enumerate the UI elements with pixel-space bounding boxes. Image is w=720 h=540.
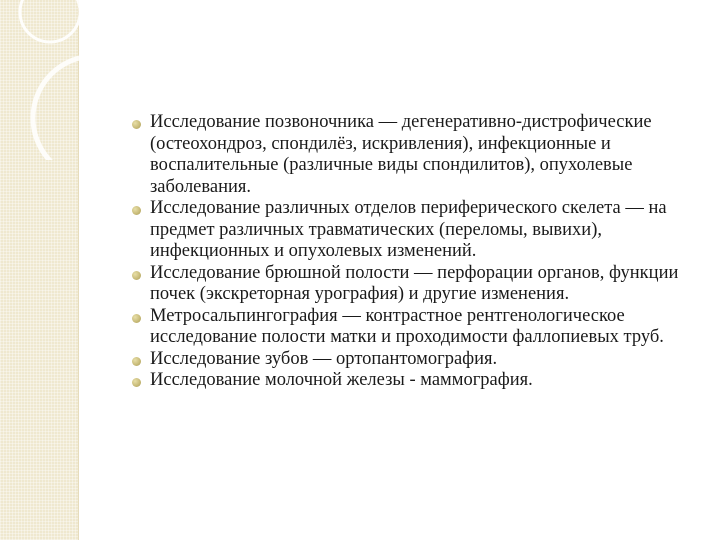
bullet-text: Исследование зубов — ортопантомография.	[150, 348, 498, 369]
bullet-item	[132, 370, 707, 392]
decorative-circle-small	[20, 0, 80, 42]
bullet-item	[132, 112, 707, 198]
decorative-circles	[0, 0, 140, 160]
bullet-text: Исследование брюшной полости — перфорации органов, функции почек (экскреторная урография) и другие изменения.	[150, 262, 679, 304]
bullet-text: Исследование позвоночника — дегенеративно-дистрофические (остеохондроз, спондилёз, искривления), инфекционные и воспалительные (различные виды спондилитов), опухолевые заболевания.	[150, 112, 652, 197]
bullet-text: Исследование различных отделов периферического скелета — на предмет различных травматических (переломы, вывихи), инфекционных и опухолевых изменений.	[150, 198, 667, 261]
bullet-list	[132, 112, 707, 392]
bullet-item	[132, 263, 707, 306]
bullet-item	[132, 349, 707, 371]
bullet-text: Метросальпингография — контрастное рентгенологическое исследование полости матки и проходимости фаллопиевых труб.	[150, 305, 664, 347]
bullet-item	[132, 306, 707, 349]
bullet-dot-icon	[132, 378, 141, 387]
bullet-dot-icon	[132, 357, 141, 366]
bullet-dot-icon	[132, 206, 141, 215]
bullet-text: Исследование молочной железы - маммография.	[150, 370, 533, 390]
bullet-dot-icon	[132, 120, 141, 129]
slide-content	[132, 112, 707, 392]
decorative-circle-large	[33, 56, 140, 160]
bullet-dot-icon	[132, 314, 141, 323]
bullet-dot-icon	[132, 271, 141, 280]
bullet-item	[132, 198, 707, 263]
